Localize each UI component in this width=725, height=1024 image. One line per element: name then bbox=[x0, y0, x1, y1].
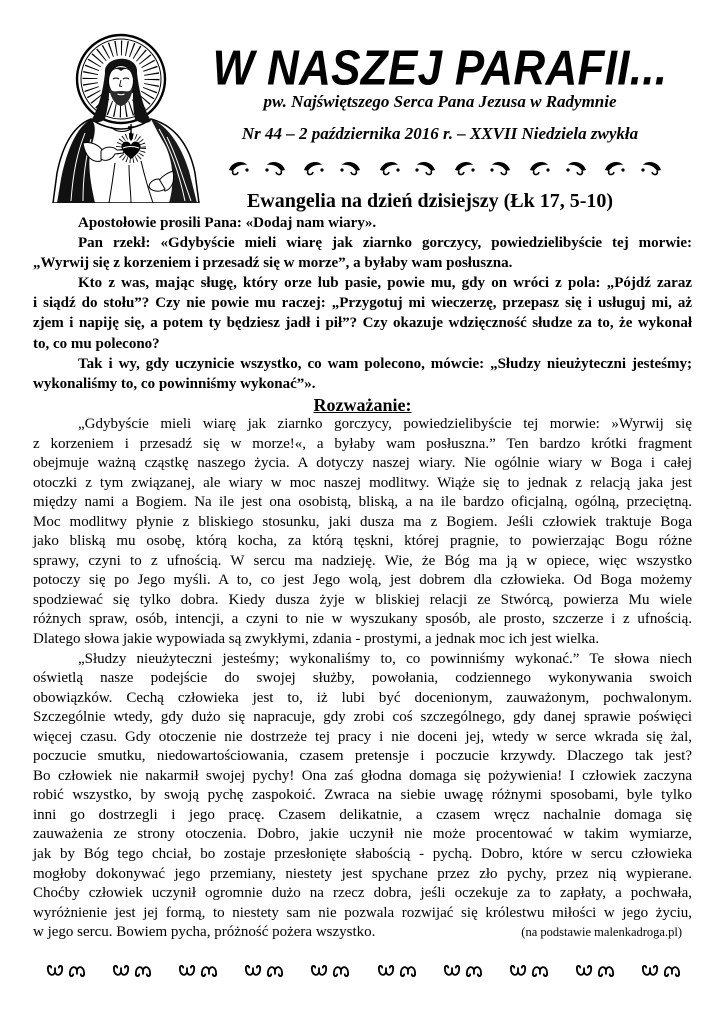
text-line: Tak i wy, gdy uczynicie wszystko, co wam polecono, mówcie: „Słudzy nieużyteczni jesteśmy; bbox=[78, 355, 692, 372]
text-line: oświetlą nasze podejście do swojej służby, powołania, codziennego wykonywania swoich bbox=[33, 670, 692, 687]
gospel-text bbox=[33, 213, 692, 394]
floral-leaf-ornament-icon bbox=[264, 158, 288, 176]
text-line: „Słudzy nieużyteczni jesteśmy; wykonaliśmy to, co powinniśmy wykonać.” Te słowa niech bbox=[78, 650, 692, 667]
newsletter-title-text: W NASZEJ PARAFII... bbox=[212, 41, 668, 96]
floral-leaf-ornament-icon bbox=[489, 158, 513, 176]
text-line: Choćby człowiek uczynił ogromnie dużo na rzecz dobra, jeśli oczekuje za to zapłaty, a pochwała, bbox=[33, 885, 692, 902]
scroll-ornament-icon bbox=[177, 962, 219, 980]
text-line: Apostołowie prosili Pana: «Dodaj nam wiary». bbox=[78, 215, 377, 231]
text-line: Pan rzekł: «Gdybyście mieli wiarę jak ziarnko gorczycy, powiedzielibyście tej morwie: bbox=[78, 235, 692, 252]
text-line: między nami a Bogiem. Na ile jest ona osobistą, bliską, a na ile bardzo oficjalną, ogólną, przeciętną. bbox=[33, 494, 692, 511]
text-line: więcej czasu. Gdy otoczenie nie dostrzeże tej pracy i nie doceni jej, wtedy w serce wkrada się żal, bbox=[33, 728, 692, 745]
floral-leaf-ornament-icon bbox=[452, 158, 476, 176]
floral-leaf-ornament-icon bbox=[565, 158, 589, 176]
text-line: robić wszystko, by swoją pychę zaspokoić. Zwraca na siebie uwagę różnymi sposobami, byle tylko bbox=[33, 787, 692, 804]
scroll-ornament-icon bbox=[574, 962, 616, 980]
text-line: poczucie smutku, niedowartościowania, czasem pretensje i poczucie krzywdy. Dlaczego tak jest? bbox=[33, 748, 692, 765]
text-line: spodziewać się tylko dobra. Kiedy dusza żyje w bliskiej relacji ze Stwórcą, powierza Mu wiele bbox=[33, 591, 692, 608]
text-line: mogłoby dokonywać jego przemiany, niestety jest spychane przez zło pychy, przez nią wypierane. bbox=[33, 865, 692, 882]
top-ornament-row bbox=[226, 157, 664, 177]
text-line: obejmuje ważną cząstkę naszego życia. A dotyczy naszej wiary. Nie ogólnie wiary w Boga i całej bbox=[33, 455, 692, 472]
text-line: otoczki z tym związanej, ale wiary w moc naszej modlitwy. Wiąże się to jednak z relacją jaka jest bbox=[33, 474, 692, 491]
text-line: Szczególnie wtedy, gdy dużo się napracuje, gdy zrobi coś szczególnego, gdy danej sprawie poświęci bbox=[33, 709, 692, 726]
reflection-text bbox=[33, 415, 692, 943]
text-line: potoczy się po Jego myśli. A to, co jest Jego wolą, jest dobrem dla człowieka. Od Boga możemy bbox=[33, 572, 692, 589]
text-line: to, co mu polecono? bbox=[33, 335, 160, 352]
text-line: różnych spraw, osób, intencji, a czyni to nie w wyszukany sposób, ale prosto, szczerze i z ufnością. bbox=[33, 611, 692, 628]
scroll-ornament-icon bbox=[508, 962, 550, 980]
issue-line: Nr 44 – 2 października 2016 r. – XXVII Niedziela zwykła bbox=[241, 124, 639, 143]
bottom-ornament-row bbox=[45, 962, 682, 980]
text-line: wykonaliśmy to, co powinniśmy wykonać”». bbox=[33, 375, 316, 392]
text-line: Kto z was, mając sługę, który orze lub pasie, powie mu, gdy on wróci z pola: „Pójdź zaraz bbox=[78, 275, 692, 292]
scroll-ornament-icon bbox=[376, 962, 418, 980]
scroll-ornament-icon bbox=[111, 962, 153, 980]
text-line: obowiązków. Cechą człowieka jest to, iż lubi być docenionym, zauważonym, pochwalonym. bbox=[33, 689, 692, 706]
gospel-heading: Ewangelia na dzień dzisiejszy (Łk 17, 5-10) bbox=[246, 190, 614, 212]
text-line: inni go dostrzegli i jego pracę. Czasem delikatnie, a czasem wręcz nachalnie domaga się bbox=[33, 806, 692, 823]
text-line-content: w jego sercu. Bowiem pycha, próżność pożera wszystko. bbox=[33, 924, 376, 941]
source-note: (na podstawie malenkadroga.pl) bbox=[521, 925, 682, 940]
parish-name: pw. Najświętszego Serca Pana Jezusa w Radymnie bbox=[263, 92, 617, 111]
newsletter-title bbox=[205, 42, 675, 96]
floral-leaf-ornament-icon bbox=[527, 158, 551, 176]
text-line: i siądź do stołu”? Czy nie powie mu raczej: „Przygotuj mi wieczerzę, przepasz się i usługuj mi, aż bbox=[33, 295, 692, 312]
floral-leaf-ornament-icon bbox=[640, 158, 664, 176]
text-line: wyróżnienie jest jej formą, to niestety sam nie pozwala rozwijać się królestwu miłości w jego życiu, bbox=[33, 904, 692, 921]
sacred-heart-of-jesus-image bbox=[45, 33, 205, 203]
text-line: z korzeniem i przesadź się w morze!«, a byłaby wam posłuszna.” Ten bardzo krótki fragment bbox=[33, 435, 692, 452]
floral-leaf-ornament-icon bbox=[602, 158, 626, 176]
text-line: zauważenia ze strony otoczenia. Dobro, jakie uczynił nie może procentować w takim wymiarze, bbox=[33, 826, 692, 843]
reflection-heading: Rozważanie: bbox=[313, 395, 412, 415]
floral-leaf-ornament-icon bbox=[377, 158, 401, 176]
text-line: Bo człowiek nie nakarmił swojej pychy! Ona zaś głodna domaga się pożywienia! I człowiek zaczyna bbox=[33, 767, 692, 784]
floral-leaf-ornament-icon bbox=[414, 158, 438, 176]
scroll-ornament-icon bbox=[640, 962, 682, 980]
text-line: „Wyrwij się z korzeniem i przesadź się w morze”, a byłaby wam posłuszna. bbox=[33, 255, 513, 272]
text-line: Moc modlitwy płynie z bliskiego stosunku, jaki dusza ma z Bogiem. Jeśli człowiek traktuje Boga bbox=[33, 513, 692, 530]
text-line: jak by Bóg tego chciał, bo zostaje przesłonięte słabością - pychą. Dobro, które w sercu człowieka bbox=[33, 846, 692, 863]
scroll-ornament-icon bbox=[442, 962, 484, 980]
floral-leaf-ornament-icon bbox=[301, 158, 325, 176]
text-line: Dlatego słowa jakie wypowiada są zwykłymi, zdania - prostymi, a jednak moc ich jest wielka. bbox=[33, 631, 600, 648]
text-line: jako bliską mu osobę, którą kocha, za którą tęskni, której pragnie, to powierzając Bogu różne bbox=[33, 533, 692, 550]
text-line: „Gdybyście mieli wiarę jak ziarnko gorczycy, powiedzielibyście tej morwie: »Wyrwij się bbox=[78, 416, 692, 432]
text-line: zjem i napiję się, a potem ty będziesz jadł i pił”? Czy okazuje wdzięczność słudze za to, że wykonał bbox=[33, 315, 692, 332]
text-line bbox=[33, 923, 692, 943]
floral-leaf-ornament-icon bbox=[339, 158, 363, 176]
scroll-ornament-icon bbox=[309, 962, 351, 980]
floral-leaf-ornament-icon bbox=[226, 158, 250, 176]
text-line: sprawy, czyni to z ufnością. W sercu ma nadzieję. Wie, że Bóg ma ją w opiece, więc wszystko bbox=[33, 552, 692, 569]
scroll-ornament-icon bbox=[243, 962, 285, 980]
scroll-ornament-icon bbox=[45, 962, 87, 980]
